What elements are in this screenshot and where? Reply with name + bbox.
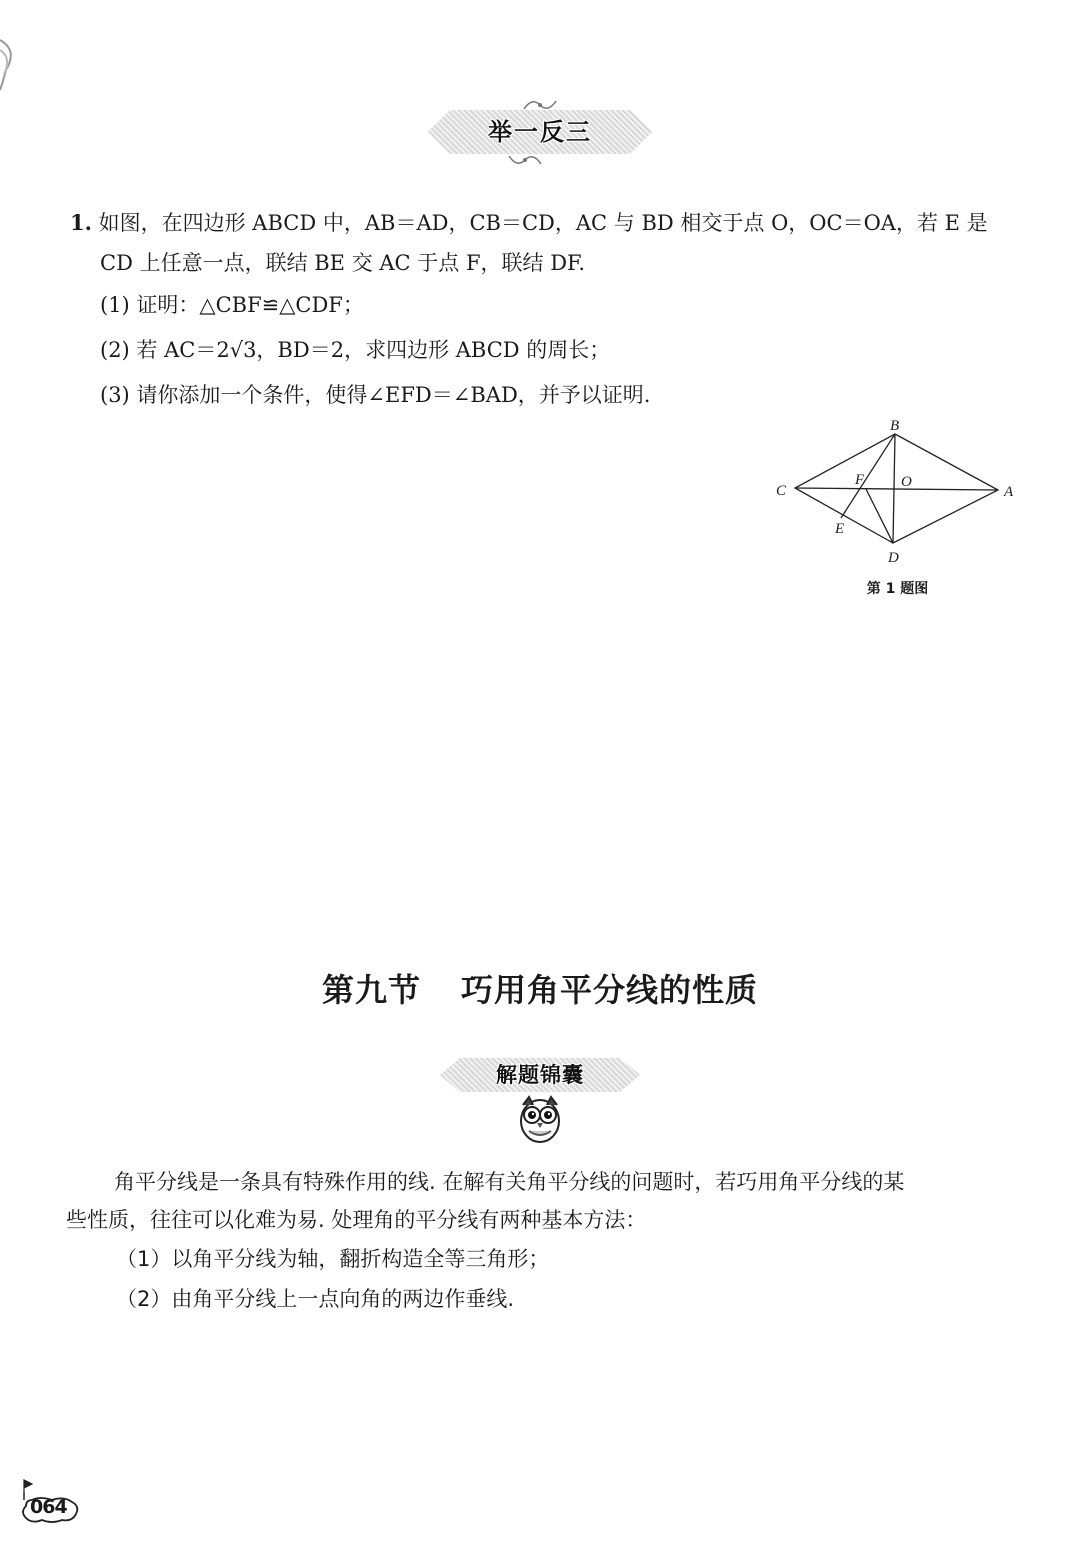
problem-part-1: (1) 证明：△CBF≌△CDF； [100,293,364,317]
corner-decoration [0,30,24,100]
problem-number: 1. [70,210,92,235]
label-f: F [855,472,865,488]
flourish-bottom-icon [505,150,545,172]
problem-line-1 [70,203,1030,243]
problem-part-2: (2) 若 AC＝2√3，BD＝2，求四边形 ABCD 的周长； [100,338,611,362]
label-c: C [776,483,787,499]
section-number: 第九节 [321,971,421,1009]
problem-statement-cont: CD 上任意一点，联结 BE 交 AC 于点 F，联结 DF. [100,251,586,275]
label-d: D [888,550,899,566]
banner-label: 解题锦囊 [496,1063,584,1087]
page-number [18,1478,82,1524]
banner-label: 举一反三 [488,118,592,146]
diagonal-ac [795,488,998,490]
section-heading: 巧用角平分线的性质 [461,971,759,1009]
problem-1 [70,203,1030,418]
segment-be [841,434,895,518]
label-b: B [890,418,900,434]
problem-part-3: (3) 请你添加一个条件，使得∠EFD＝∠BAD，并予以证明. [100,383,651,407]
section-title [0,965,1080,1011]
figure-caption: 第 1 题图 [866,581,929,597]
intro-line-2: 些性质，往往可以化难为易. 处理角的平分线有两种基本方法： [66,1208,647,1232]
label-a: A [1004,484,1014,500]
label-e: E [835,521,845,537]
section-intro [66,1163,1026,1319]
section-banner-tips [440,1058,640,1092]
label-o: O [901,474,912,490]
method-item-1: （1）以角平分线为轴，翻折构造全等三角形； [116,1247,550,1271]
rhombus-figure [770,412,1025,572]
problem-statement: 如图，在四边形 ABCD 中，AB＝AD，CB＝CD，AC 与 BD 相交于点 O，OC＝OA，若 E 是 [98,211,988,235]
section-banner-practice [428,110,653,154]
intro-line-1: 角平分线是一条具有特殊作用的线. 在解有关角平分线的问题时，若巧用角平分线的某 [114,1170,905,1194]
page-number-text: 064 [30,1496,67,1518]
method-item-2: （2）由角平分线上一点向角的两边作垂线. [116,1287,515,1311]
flourish-top-icon [520,95,560,115]
owl-mascot-icon [517,1093,563,1145]
